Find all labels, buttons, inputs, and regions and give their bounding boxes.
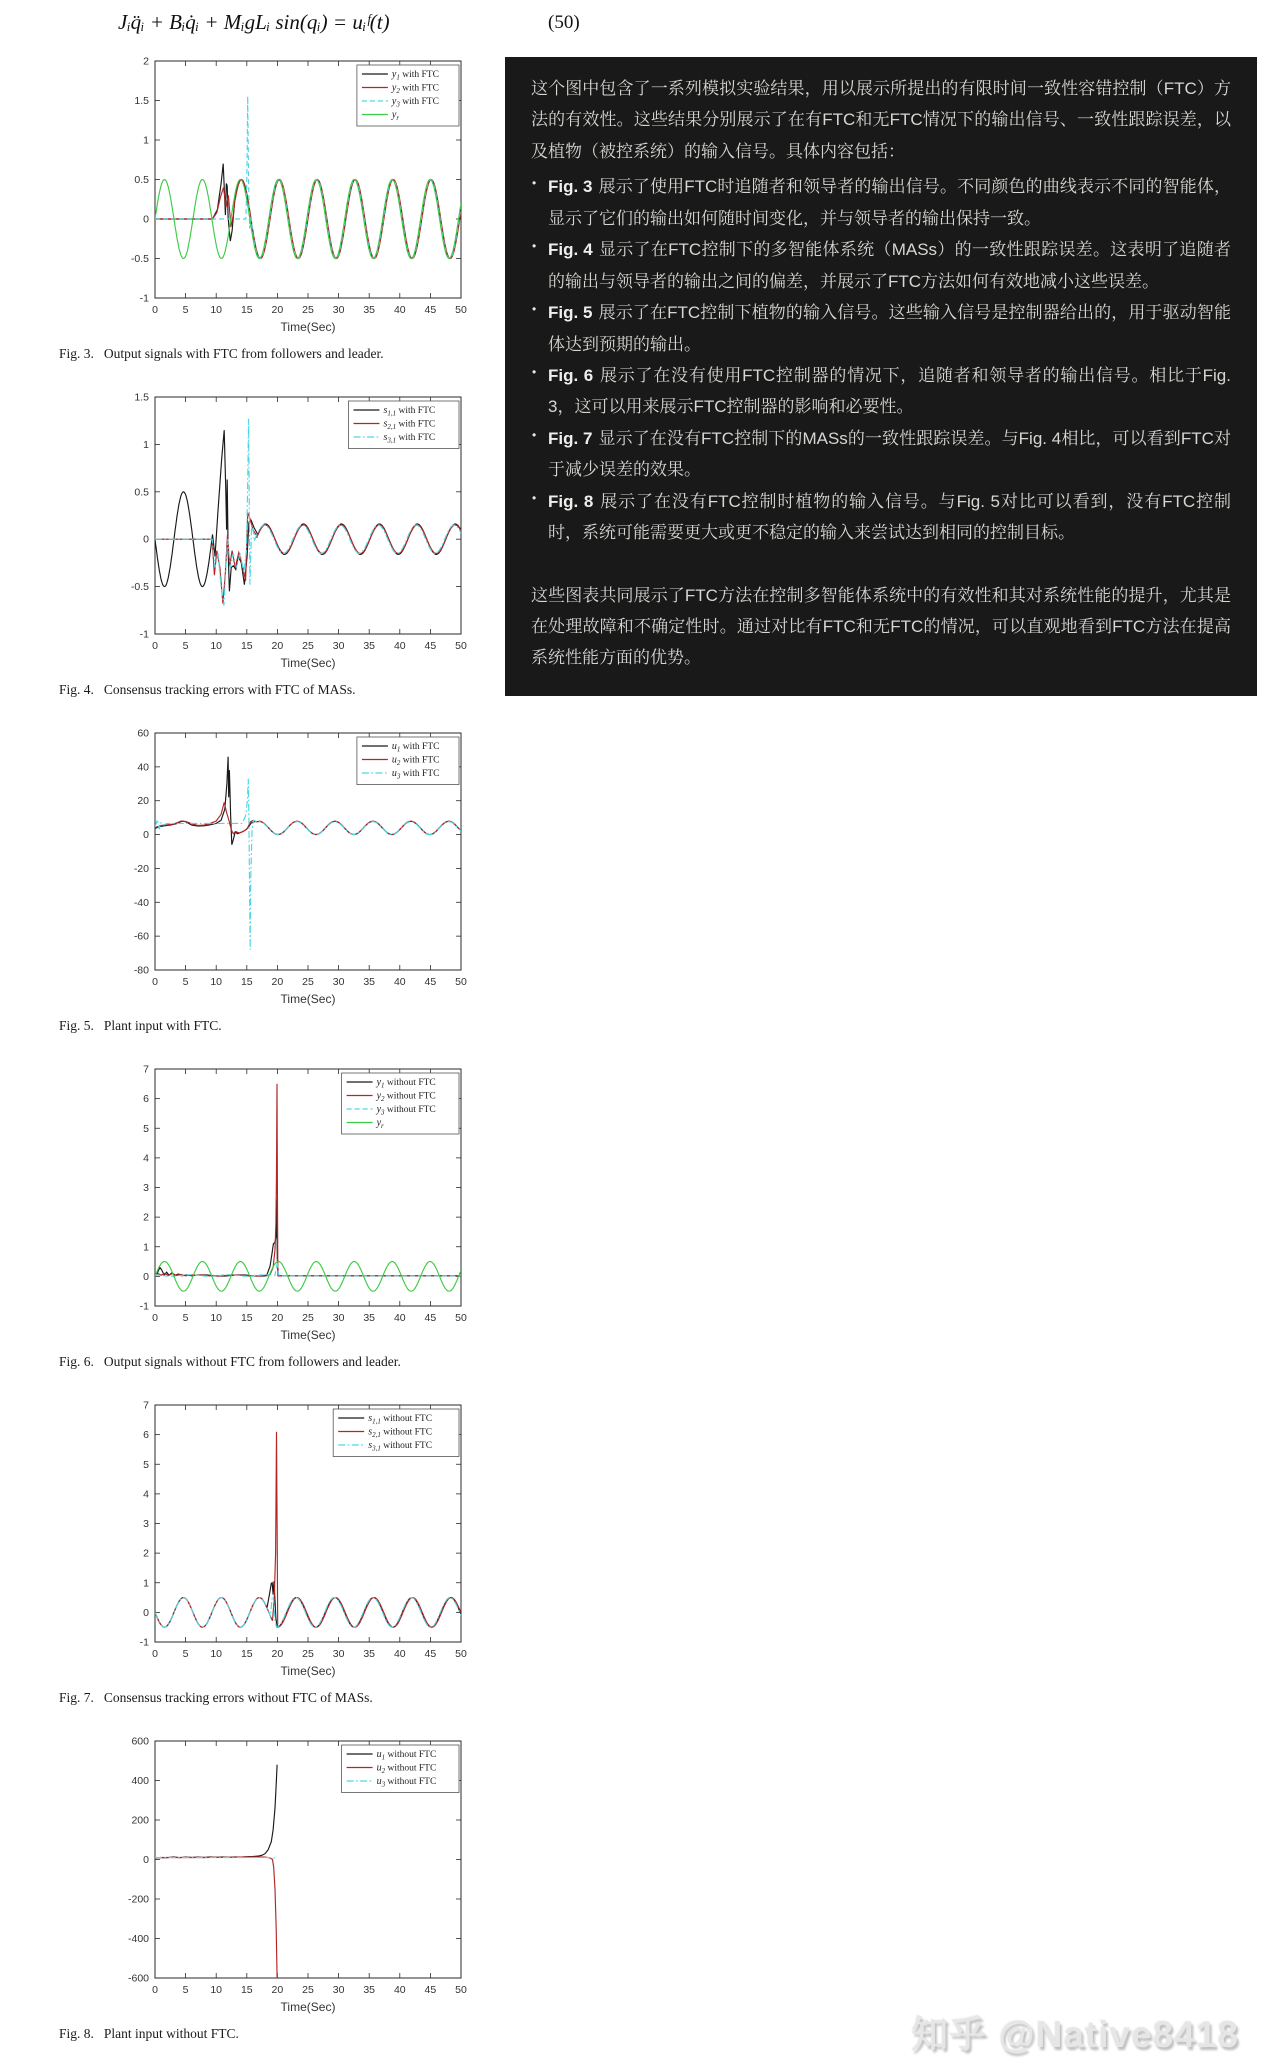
panel-item-fig7 — [531, 423, 1231, 486]
x-tick-label: 15 — [240, 976, 253, 988]
legend-label: $u_1$ without FTC — [376, 1749, 437, 1762]
caption-text: Consensus tracking errors with FTC of MASs. — [103, 682, 356, 697]
panel-item-label: Fig. 5 — [548, 303, 593, 323]
panel-item-fig5 — [531, 297, 1231, 360]
y-tick-label: -600 — [127, 1972, 149, 1985]
x-tick-label: 20 — [271, 976, 284, 988]
panel-item-fig8 — [531, 486, 1231, 549]
x-tick-label: 10 — [210, 304, 223, 316]
y-tick-label: 3 — [143, 1518, 149, 1530]
y-tick-label: 1.5 — [134, 391, 149, 404]
legend-label: $y_r$ — [376, 1117, 384, 1130]
panel-figure-list — [531, 171, 1231, 548]
x-axis-label: Time(Sec) — [280, 656, 336, 670]
caption-tag: Fig. 7. — [59, 1690, 94, 1705]
figure-fig3 — [55, 46, 479, 362]
y-tick-label: 1 — [143, 134, 149, 147]
caption-tag: Fig. 4. — [59, 682, 94, 697]
figure-fig8 — [55, 1726, 479, 2042]
series-y2 — [155, 180, 461, 259]
y-tick-label: 7 — [143, 1063, 149, 1076]
legend-label: $u_3$ with FTC — [391, 768, 440, 781]
x-axis-label: Time(Sec) — [280, 992, 336, 1006]
x-tick-label: 0 — [152, 1984, 158, 1996]
y-tick-label: -1 — [139, 292, 149, 305]
fig5-chart — [55, 718, 467, 1014]
x-tick-label: 30 — [332, 1312, 345, 1324]
panel-item-fig6 — [531, 360, 1231, 423]
legend-label: $s_{2,1}$ with FTC — [383, 418, 436, 431]
x-tick-label: 50 — [455, 1312, 467, 1324]
watermark: 知乎 @Native8418 — [911, 2014, 1239, 2055]
fig6-chart — [55, 1054, 467, 1350]
x-tick-label: 0 — [152, 1312, 158, 1324]
caption-tag: Fig. 8. — [59, 2026, 94, 2041]
series-s3,1 — [155, 1596, 461, 1627]
x-tick-label: 50 — [455, 304, 467, 316]
x-tick-label: 45 — [424, 304, 437, 316]
x-tick-label: 5 — [182, 1648, 189, 1660]
y-tick-label: 1 — [143, 1241, 149, 1254]
y-tick-label: 400 — [131, 1775, 149, 1787]
figure-fig7 — [55, 1390, 479, 1706]
x-tick-label: 15 — [240, 304, 253, 316]
panel-item-text: 展示了在没有使用FTC控制器的情况下，追随者和领导者的输出信号。相比于Fig. 3，这可以用来展示FTC控制器的影响和必要性。 — [548, 365, 1231, 417]
equation-50 — [0, 10, 640, 46]
x-tick-label: 20 — [271, 640, 284, 652]
series-u3 — [155, 779, 461, 950]
x-tick-label: 0 — [152, 976, 158, 988]
legend — [342, 1745, 459, 1793]
legend-label: $s_{3,1}$ with FTC — [383, 432, 436, 445]
x-tick-label: 10 — [210, 1648, 223, 1660]
equation-number: (50) — [548, 12, 580, 33]
y-tick-label: 2 — [143, 55, 149, 68]
series-s1,1 — [155, 1581, 461, 1627]
legend-label: $s_{2,1}$ without FTC — [368, 1426, 433, 1439]
equation-formula: Jᵢq̈ᵢ + Bᵢq̇ᵢ + MᵢgLᵢ sin(qᵢ) = uᵢᶠ(t) — [118, 10, 390, 34]
legend-label: $s_{3,1}$ without FTC — [368, 1440, 433, 1453]
x-tick-label: 35 — [363, 976, 376, 988]
figure-fig4 — [55, 382, 479, 698]
y-tick-label: 6 — [143, 1093, 149, 1106]
y-tick-label: 0 — [143, 213, 149, 226]
x-tick-label: 50 — [455, 640, 467, 652]
panel-item-text: 显示了在没有FTC控制下的MASs的一致性跟踪误差。与Fig. 4相比，可以看到FTC对于减少误差的效果。 — [548, 428, 1231, 480]
caption-text: Plant input with FTC. — [103, 1018, 222, 1033]
x-tick-label: 5 — [182, 1984, 189, 1996]
x-tick-label: 0 — [152, 640, 158, 652]
fig4-chart — [55, 382, 467, 678]
legend — [333, 1409, 459, 1457]
x-tick-label: 25 — [302, 976, 314, 988]
y-tick-label: 4 — [143, 1488, 149, 1501]
x-tick-label: 30 — [332, 1648, 345, 1660]
x-tick-label: 20 — [271, 1312, 284, 1324]
series-s1,1 — [155, 430, 461, 591]
legend — [342, 1073, 459, 1134]
panel-item-label: Fig. 3 — [548, 177, 593, 197]
x-tick-label: 40 — [393, 304, 406, 316]
x-tick-label: 20 — [271, 1648, 284, 1660]
x-tick-label: 15 — [240, 1648, 253, 1660]
caption-tag: Fig. 5. — [59, 1018, 94, 1033]
legend — [357, 65, 459, 126]
y-tick-label: 2 — [143, 1547, 149, 1560]
panel-outro: 这些图表共同展示了FTC方法在控制多智能体系统中的有效性和其对系统性能的提升，尤其是在处理故障和不确定性时。通过对比有FTC和无FTC的情况，可以直观地看到FTC方法在提高系统性能方面的优势。 — [531, 585, 1231, 668]
y-tick-label: -0.5 — [130, 581, 149, 594]
series-s2,1 — [155, 513, 461, 604]
x-tick-label: 40 — [393, 976, 406, 988]
panel-item-fig3 — [531, 171, 1231, 234]
series-group — [155, 754, 461, 950]
caption-text: Output signals with FTC from followers and leader. — [103, 346, 384, 361]
legend-label: $s_{1,1}$ with FTC — [383, 405, 436, 418]
panel-item-text: 展示了在没有FTC控制时植物的输入信号。与Fig. 5对比可以看到，没有FTC控制时，系统可能需要更大或更不稳定的输入来尝试达到相同的控制目标。 — [548, 491, 1231, 543]
legend-label: $y_r$ — [391, 109, 400, 122]
x-tick-label: 15 — [240, 1312, 253, 1324]
panel-item-label: Fig. 4 — [548, 240, 593, 260]
series-yr — [155, 1262, 461, 1292]
x-tick-label: 10 — [210, 976, 223, 988]
series-u2 — [155, 1857, 277, 1978]
y-tick-label: -40 — [133, 896, 149, 909]
y-tick-label: -1 — [139, 1300, 149, 1313]
x-tick-label: 15 — [240, 1984, 253, 1996]
legend-label: $y_3$ without FTC — [376, 1104, 436, 1117]
y-tick-label: 2 — [143, 1211, 149, 1224]
x-tick-label: 35 — [363, 1984, 376, 1996]
x-tick-label: 20 — [271, 1984, 284, 1996]
legend-label: $y_1$ without FTC — [376, 1077, 436, 1090]
y-tick-label: 3 — [143, 1182, 149, 1194]
x-tick-label: 35 — [363, 304, 376, 316]
y-tick-label: 40 — [137, 761, 149, 774]
y-tick-label: -60 — [133, 930, 149, 943]
y-tick-label: 20 — [137, 795, 149, 808]
panel-item-label: Fig. 7 — [548, 428, 593, 448]
figure-caption-fig8 — [55, 2026, 479, 2042]
x-axis-label: Time(Sec) — [280, 1664, 336, 1678]
caption-tag: Fig. 3. — [59, 346, 94, 361]
x-tick-label: 25 — [302, 1984, 314, 1996]
x-tick-label: 45 — [424, 976, 437, 988]
panel-item-label: Fig. 6 — [548, 365, 594, 385]
y-tick-label: -1 — [139, 1636, 149, 1649]
x-tick-label: 10 — [210, 1312, 223, 1324]
legend-label: $u_2$ without FTC — [376, 1762, 437, 1775]
x-tick-label: 30 — [332, 976, 345, 988]
fig8-chart — [55, 1726, 467, 2022]
y-tick-label: 0 — [143, 829, 149, 842]
series-group — [155, 1765, 277, 1978]
x-tick-label: 50 — [455, 1648, 467, 1660]
caption-text: Consensus tracking errors without FTC of MASs. — [103, 1690, 373, 1705]
legend-label: $y_2$ without FTC — [376, 1090, 436, 1103]
legend-label: $y_3$ with FTC — [391, 96, 439, 109]
x-tick-label: 50 — [455, 976, 467, 988]
y-tick-label: 0 — [143, 1606, 149, 1619]
x-tick-label: 0 — [152, 304, 158, 316]
x-tick-label: 25 — [302, 640, 314, 652]
x-axis-label: Time(Sec) — [280, 1328, 336, 1342]
x-tick-label: 5 — [182, 304, 189, 316]
y-tick-label: -80 — [133, 964, 149, 977]
y-tick-label: -200 — [127, 1893, 149, 1906]
panel-item-text: 显示了在FTC控制下的多智能体系统（MASs）的一致性跟踪误差。这表明了追随者的输出与领导者的输出之间的偏差，并展示了FTC方法如何有效地减小这些误差。 — [548, 240, 1231, 291]
legend — [349, 401, 460, 449]
y-tick-label: 5 — [143, 1458, 149, 1471]
x-tick-label: 25 — [302, 304, 314, 316]
figures-column — [55, 46, 479, 2062]
annotation-panel — [505, 57, 1257, 696]
x-tick-label: 10 — [210, 1984, 223, 1996]
x-axis-label: Time(Sec) — [280, 2000, 336, 2014]
fig3-chart — [55, 46, 467, 342]
x-tick-label: 45 — [424, 1984, 437, 1996]
x-tick-label: 45 — [424, 1648, 437, 1660]
panel-item-fig4 — [531, 234, 1231, 297]
figure-caption-fig4 — [55, 682, 479, 698]
x-tick-label: 45 — [424, 640, 437, 652]
legend-label: $u_2$ with FTC — [391, 754, 440, 767]
x-tick-label: 20 — [271, 304, 284, 316]
legend-label: $u_3$ without FTC — [376, 1776, 437, 1789]
y-tick-label: -1 — [139, 628, 149, 641]
legend-label: $y_1$ with FTC — [391, 69, 439, 82]
series-group — [155, 1432, 461, 1628]
panel-intro: 这个图中包含了一系列模拟实验结果，用以展示所提出的有限时间一致性容错控制（FTC）方法的有效性。这些结果分别展示了在有FTC和无FTC情况下的输出信号、一致性跟踪误差，以及植物（被控系统）的输入信号。具体内容包括： — [531, 79, 1231, 161]
x-tick-label: 30 — [332, 1984, 345, 1996]
y-tick-label: 1.5 — [134, 95, 149, 107]
y-tick-label: -400 — [127, 1933, 149, 1945]
caption-tag: Fig. 6. — [59, 1354, 94, 1369]
x-tick-label: 50 — [455, 1984, 467, 1996]
y-tick-label: 7 — [143, 1399, 149, 1412]
x-tick-label: 15 — [240, 640, 253, 652]
x-tick-label: 40 — [393, 640, 406, 652]
x-tick-label: 30 — [332, 640, 345, 652]
x-tick-label: 25 — [302, 1312, 314, 1324]
figure-caption-fig6 — [55, 1354, 479, 1370]
x-tick-label: 30 — [332, 304, 345, 316]
x-tick-label: 5 — [182, 976, 189, 988]
y-tick-label: 0 — [143, 1854, 149, 1866]
figure-fig6 — [55, 1054, 479, 1370]
series-u1 — [155, 1765, 277, 1858]
x-tick-label: 40 — [393, 1312, 406, 1324]
series-s2,1 — [155, 1432, 461, 1628]
series-u3 — [155, 1858, 277, 1860]
x-tick-label: 5 — [182, 1312, 189, 1324]
series-y1 — [155, 1199, 461, 1276]
panel-item-text: 展示了在FTC控制下植物的输入信号。这些输入信号是控制器给出的，用于驱动智能体达到预期的输出。 — [548, 303, 1231, 354]
figure-fig5 — [55, 718, 479, 1034]
x-tick-label: 25 — [302, 1648, 314, 1660]
panel-item-text: 展示了使用FTC时追随者和领导者的输出信号。不同颜色的曲线表示不同的智能体，显示了它们的输出如何随时间变化，并与领导者的输出保持一致。 — [548, 177, 1231, 228]
y-tick-label: 4 — [143, 1152, 149, 1165]
legend-label: $y_2$ with FTC — [391, 82, 439, 95]
figure-caption-fig3 — [55, 346, 479, 362]
x-tick-label: 40 — [393, 1984, 406, 1996]
y-tick-label: 600 — [131, 1735, 149, 1748]
caption-text: Plant input without FTC. — [103, 2026, 239, 2041]
y-tick-label: -0.5 — [130, 253, 149, 265]
x-tick-label: 35 — [363, 1648, 376, 1660]
legend-label: $s_{1,1}$ without FTC — [368, 1413, 433, 1426]
y-tick-label: 0 — [143, 1270, 149, 1283]
x-axis-label: Time(Sec) — [280, 320, 336, 334]
fig7-chart — [55, 1390, 467, 1686]
figure-caption-fig5 — [55, 1018, 479, 1034]
x-tick-label: 10 — [210, 640, 223, 652]
legend — [357, 737, 459, 785]
y-tick-label: 0.5 — [134, 174, 149, 186]
y-tick-label: 1 — [143, 438, 149, 451]
x-tick-label: 0 — [152, 1648, 158, 1660]
y-tick-label: -20 — [133, 862, 149, 875]
x-tick-label: 5 — [182, 640, 189, 652]
y-tick-label: 0.5 — [134, 486, 149, 499]
caption-text: Output signals without FTC from followers and leader. — [103, 1354, 401, 1369]
x-tick-label: 35 — [363, 1312, 376, 1324]
y-tick-label: 200 — [131, 1814, 149, 1827]
x-tick-label: 35 — [363, 640, 376, 652]
y-tick-label: 5 — [143, 1122, 149, 1135]
legend-label: $u_1$ with FTC — [391, 741, 440, 754]
figure-caption-fig7 — [55, 1690, 479, 1706]
y-tick-label: 6 — [143, 1429, 149, 1442]
y-tick-label: 0 — [143, 533, 149, 546]
y-tick-label: 60 — [137, 727, 149, 740]
x-tick-label: 40 — [393, 1648, 406, 1660]
x-tick-label: 45 — [424, 1312, 437, 1324]
panel-item-label: Fig. 8 — [548, 491, 594, 511]
y-tick-label: 1 — [143, 1577, 149, 1590]
